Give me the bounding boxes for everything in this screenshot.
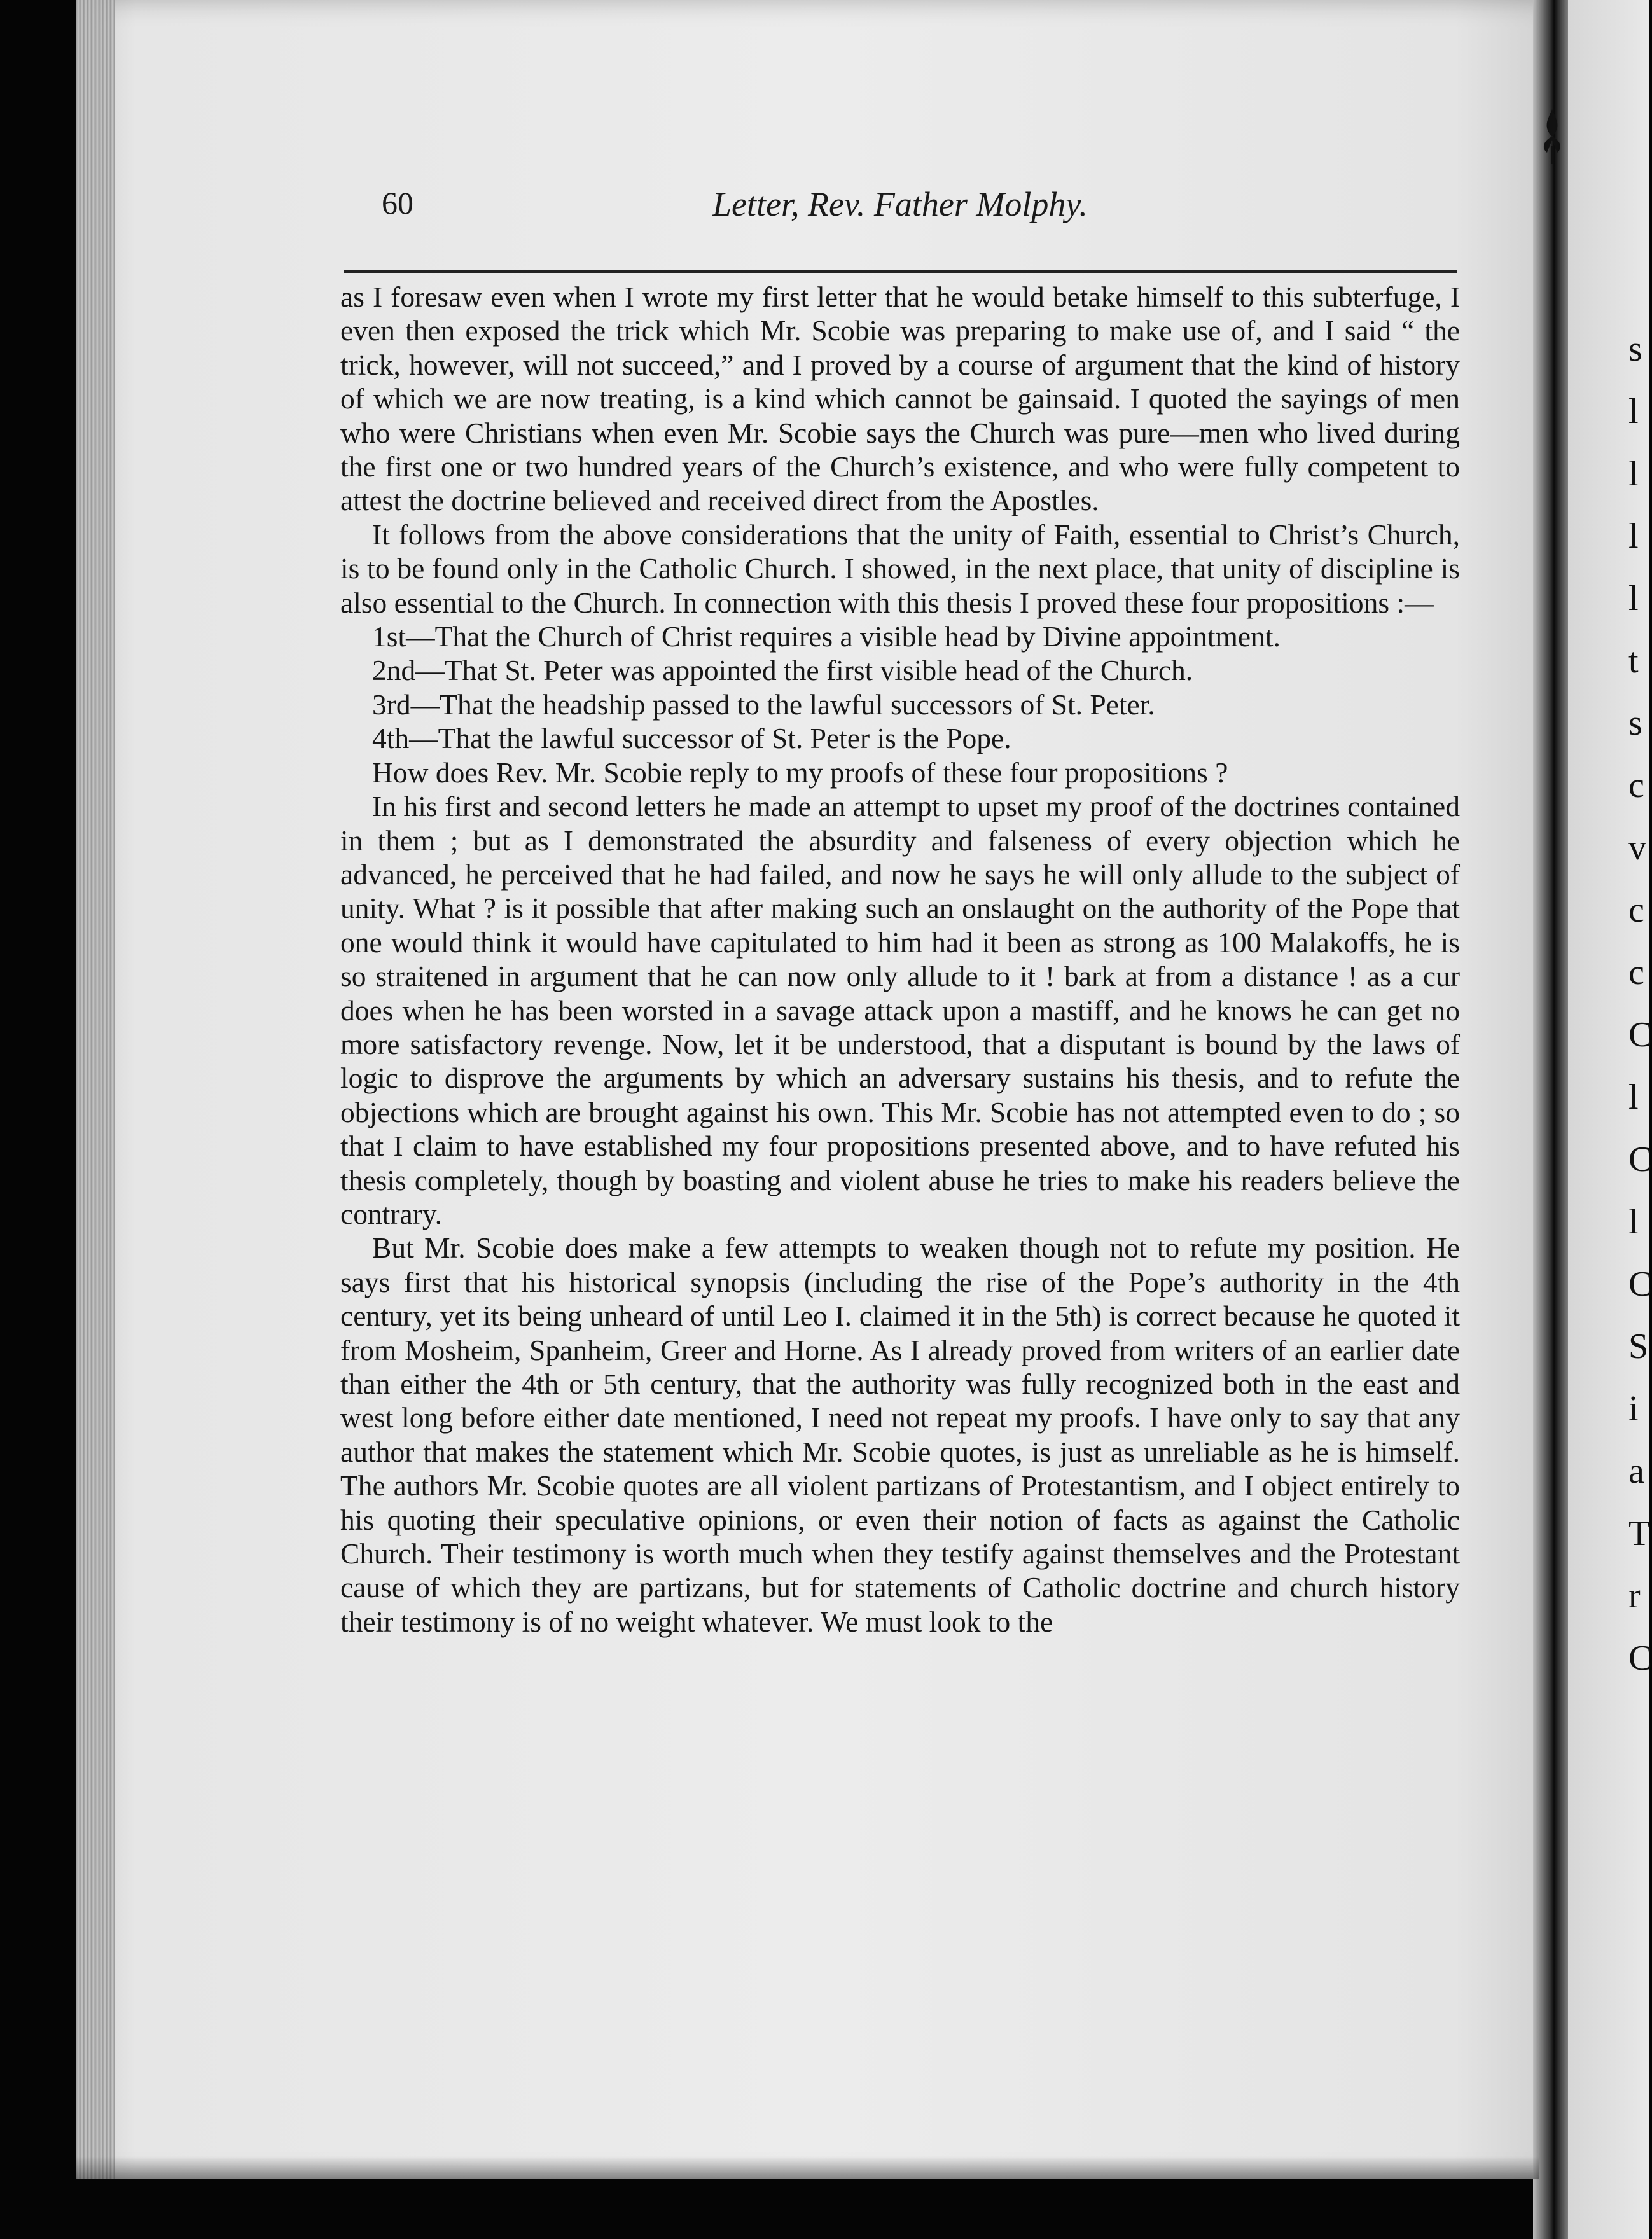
adjacent-page-letter: c xyxy=(1628,766,1644,805)
running-title: Letter, Rev. Father Molphy. xyxy=(712,185,1088,223)
body-text xyxy=(340,280,1460,1639)
adjacent-page-letter: l xyxy=(1628,1202,1639,1242)
adjacent-page-letter: l xyxy=(1628,516,1639,556)
proposition-item: 3rd—That the headship passed to the lawful successors of St. Peter. xyxy=(372,688,1155,721)
adjacent-page-fragments xyxy=(1628,318,1652,2035)
adjacent-page-letter: S xyxy=(1628,1327,1649,1366)
page-number: 60 xyxy=(382,185,413,221)
adjacent-page-letter: s xyxy=(1628,704,1642,743)
proposition-item: 4th—That the lawful successor of St. Peter is the Pope. xyxy=(372,722,1011,755)
page-edge-stack xyxy=(76,0,115,2179)
adjacent-page-letter: C xyxy=(1628,1639,1652,1678)
adjacent-page-letter: i xyxy=(1628,1389,1639,1429)
adjacent-page-letter: C xyxy=(1628,1015,1652,1055)
adjacent-page-letter: a xyxy=(1628,1452,1644,1491)
adjacent-page-letter: l xyxy=(1628,579,1639,618)
adjacent-page-letter: t xyxy=(1628,641,1639,681)
adjacent-page-letter: l xyxy=(1628,454,1639,494)
adjacent-page-letter: l xyxy=(1628,392,1639,431)
adjacent-page-letter: r xyxy=(1628,1576,1641,1616)
paragraph: It follows from the above considerations that the unity of Faith, essential to Christ’s Church, is to be found only in the Catholic Church. I showed, in the next place, that unity of discipline is also essential to the Church. In connection with this thesis I proved these four propositions :— xyxy=(340,518,1460,619)
adjacent-page-letter: c xyxy=(1628,891,1644,930)
book-gutter xyxy=(1533,0,1571,2239)
paragraph: In his first and second letters he made an attempt to upset my proof of the doctrines contained in them ; but as I demonstrated the absurdity and falseness of every objection which he advanced, he perceived that he had failed, and now he says he will only allude to the subject of unity. What ? is it possible that after making such an onslaught on the authority of the Pope that one would think it would have capitulated to him had it been as strong as 100 Malakoffs, he is so straitened in argument that he can now only allude to it ! bark at from a distance ! as a cur does when he has been worsted in a savage attack upon a mastiff, and he knows he can get no more satisfactory revenge. Now, let it be understood, that a disputant is bound by the laws of logic to disprove the arguments by which an adversary sustains his thesis, and to refute the objections which are brought against his own. This Mr. Scobie has not attempted even to do ; so that I claim to have established my four propositions presented above, and to have refuted his thesis completely, though by boasting and violent abuse he tries to make his readers believe the contrary. xyxy=(340,790,1460,1230)
proposition-item: 2nd—That St. Peter was appointed the first visible head of the Church. xyxy=(372,654,1193,687)
proposition-item: 1st—That the Church of Christ requires a visible head by Divine appointment. xyxy=(372,620,1281,653)
paragraph: But Mr. Scobie does make a few attempts to weaken though not to refute my position. He says first that his historical synopsis (including the rise of the Pope’s authority in the 4th century, yet its being unheard of until Leo I. claimed it in the 5th) is correct because he quoted it from Mosheim, Spanheim, Greer and Horne. As I already proved from writers of an earlier date than either the 4th or 5th century, that the authority was fully recognized both in the east and west long before either date mentioned, I need not repeat my proofs. I have only to say that any author that makes the statement which Mr. Scobie quotes, is just as unreliable as he is himself. The authors Mr. Scobie quotes are all violent partizans of Protestantism, and I object entirely to his quoting their speculative opinions, or even their notion of facts as against the Catholic Church. Their testimony is worth much when they testify against themselves and the Protestant cause of which they are partizans, but for statements of Catholic doctrine and church history their testimony is of no weight whatever. We must look to the xyxy=(340,1231,1460,1638)
paragraph: How does Rev. Mr. Scobie reply to my proofs of these four propositions ? xyxy=(372,756,1228,789)
page-header xyxy=(331,184,1457,242)
adjacent-page-letter: c xyxy=(1628,953,1644,992)
fleuron-ornament-icon xyxy=(1538,108,1566,165)
adjacent-page-letter: l xyxy=(1628,1078,1639,1117)
adjacent-page-letter: v xyxy=(1628,828,1646,868)
header-rule xyxy=(344,270,1457,273)
adjacent-page-letter: s xyxy=(1628,329,1642,369)
adjacent-page-letter: C xyxy=(1628,1140,1652,1179)
adjacent-page-letter: T xyxy=(1628,1514,1651,1553)
adjacent-page-letter: C xyxy=(1628,1265,1652,1304)
page-bottom-shadow xyxy=(76,2156,1539,2179)
paragraph: as I foresaw even when I wrote my first letter that he would betake himself to this subterfuge, I even then exposed the trick which Mr. Scobie was preparing to make use of, and I said “ the trick, however, will not succeed,” and I proved by a course of argument that the kind of history of which we are now treating, is a kind which cannot be gainsaid. I quoted the sayings of men who were Christians when even Mr. Scobie says the Church was pure—men who lived during the first one or two hundred years of the Church’s existence, and who were fully competent to attest the doctrine believed and received direct from the Apostles. xyxy=(340,281,1460,517)
